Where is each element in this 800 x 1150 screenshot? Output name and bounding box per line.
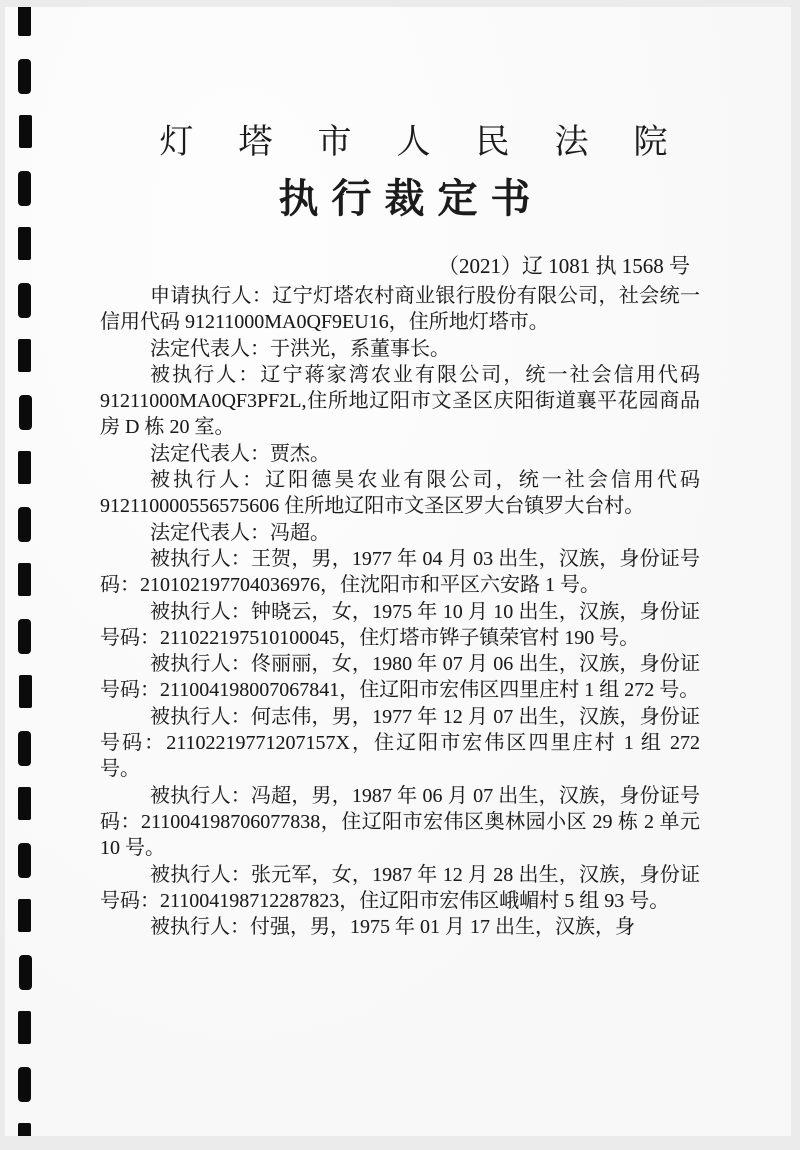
binding-hole (18, 227, 31, 260)
binding-hole (18, 451, 31, 484)
binding-hole (18, 731, 31, 766)
body-paragraph-respondent-7: 被执行人：冯超，男，1987 年 06 月 07 出生，汉族，身份证号码：211004198706077838，住辽阳市宏伟区奥林园小区 29 栋 2 单元 10 号。 (100, 784, 700, 860)
binding-hole (18, 507, 31, 542)
binding-hole (19, 675, 32, 708)
binding-hole (18, 843, 31, 878)
body-paragraph-legal-rep-1: 法定代表人：于洪光，系董事长。 (150, 337, 450, 360)
binding-hole (18, 339, 31, 372)
body-paragraph-respondent-9: 被执行人：付强，男，1975 年 01 月 17 出生，汉族，身 (150, 916, 635, 939)
binding-hole (18, 787, 31, 820)
document-title: 执行裁定书 (278, 176, 544, 221)
binding-hole (18, 1011, 31, 1044)
body-paragraph-respondent-4: 被执行人：钟晓云，女，1975 年 10 月 10 出生，汉族，身份证号码：211022197510100045，住灯塔市铧子镇荣官村 190 号。 (100, 600, 700, 649)
body-paragraph-respondent-5: 被执行人：佟丽丽，女，1980 年 07 月 06 出生，汉族，身份证号码：211004198007067841，住辽阳市宏伟区四里庄村 1 组 272 号。 (100, 653, 700, 702)
binding-hole (19, 955, 32, 990)
binding-hole (19, 115, 32, 148)
binding-hole (18, 59, 31, 94)
court-name: 灯塔市人民法院 (159, 124, 713, 161)
binding-hole (18, 1067, 31, 1102)
body-paragraph-legal-rep-3: 法定代表人：冯超。 (150, 521, 330, 544)
binding-hole (18, 619, 31, 654)
body-paragraph-respondent-3: 被执行人：王贺，男，1977 年 04 月 03 出生，汉族，身份证号码：210102197704036976，住沈阳市和平区六安路 1 号。 (100, 547, 700, 597)
body-paragraph-respondent-1: 被执行人：辽宁蒋家湾农业有限公司，统一社会信用代码 91211000MA0QF3PF2L,住所地辽阳市文圣区庆阳街道襄平花园商品房 D 栋 20 室。 (100, 363, 700, 439)
body-paragraph-legal-rep-2: 法定代表人：贾杰。 (150, 442, 330, 465)
document-content (100, 7, 713, 940)
binding-holes (5, 7, 45, 1136)
body-paragraph-respondent-6: 被执行人：何志伟，男，1977 年 12 月 07 出生，汉族，身份证号码：21102219771207157X，住辽阳市宏伟区四里庄村 1 组 272 号。 (100, 705, 700, 781)
binding-hole (18, 1123, 31, 1136)
binding-hole (18, 7, 31, 36)
body-paragraph-applicant: 申请执行人：辽宁灯塔农村商业银行股份有限公司，社会统一信用代码 91211000MA0QF9EU16，住所地灯塔市。 (100, 285, 700, 334)
document-body (100, 283, 700, 940)
case-number: （2021）辽 1081 执 1568 号 (438, 254, 690, 278)
binding-hole (18, 283, 31, 318)
binding-hole (18, 899, 31, 932)
binding-hole (18, 563, 31, 596)
body-paragraph-respondent-2: 被执行人：辽阳德昊农业有限公司，统一社会信用代码 912110000556575606 住所地辽阳市文圣区罗大台镇罗大台村。 (100, 469, 700, 518)
document-page (5, 7, 791, 1136)
binding-hole (18, 171, 31, 206)
binding-hole (19, 395, 32, 430)
body-paragraph-respondent-8: 被执行人：张元军，女，1987 年 12 月 28 出生，汉族，身份证号码：211004198712287823，住辽阳市宏伟区峨嵋村 5 组 93 号。 (100, 863, 700, 912)
